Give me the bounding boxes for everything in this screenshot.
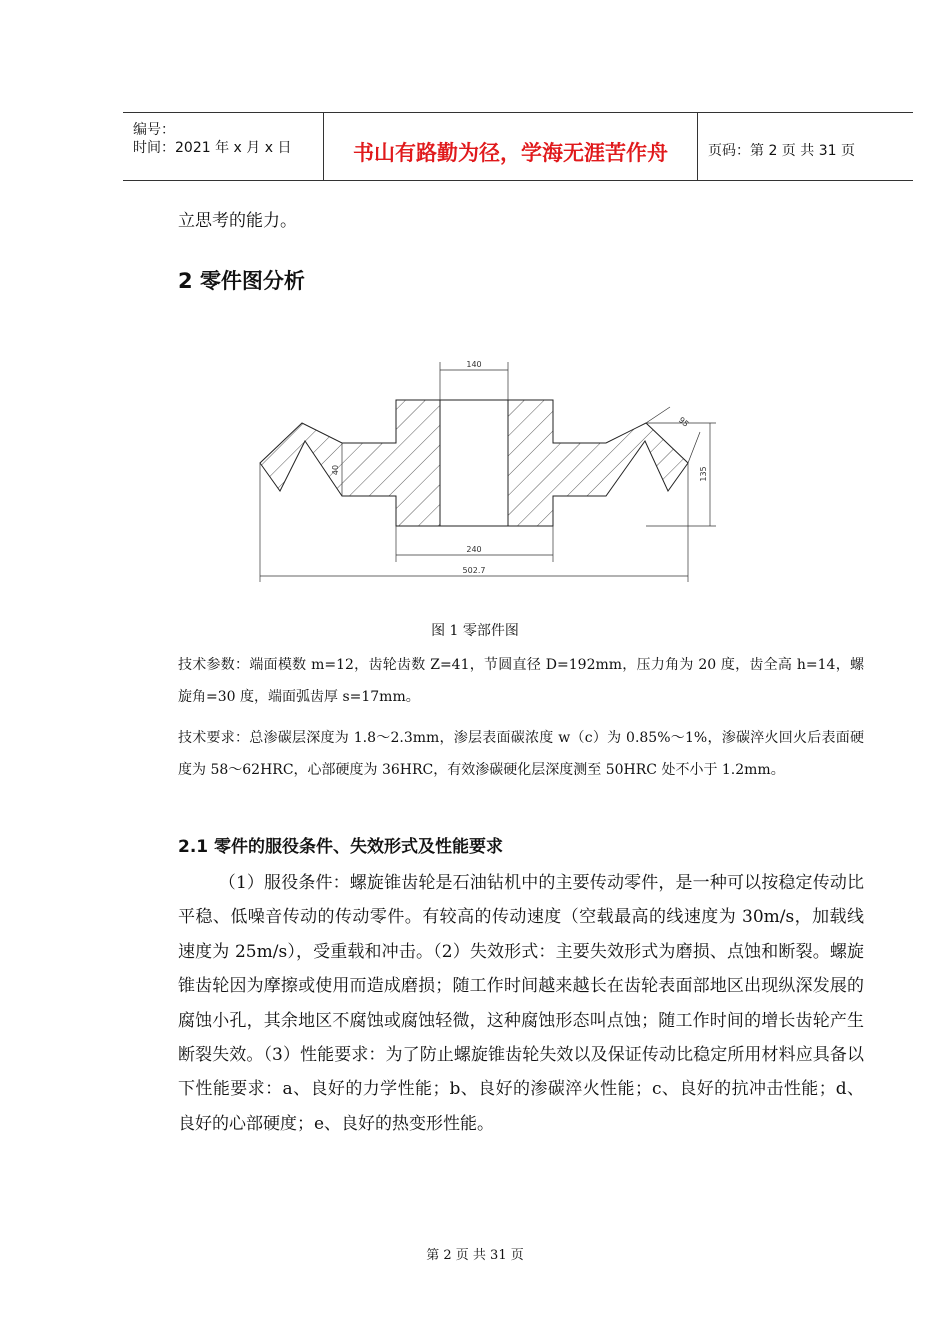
gear-left-section xyxy=(260,400,440,526)
dim-right-height-label: 135 xyxy=(699,466,708,482)
tech-params: 技术参数：端面模数 m=12，齿轮齿数 Z=41，节圆直径 D=192mm，压力角为 20 度，齿全高 h=14，螺旋角=30 度，端面弧齿厚 s=17mm。 xyxy=(178,657,864,705)
dim-left-height-label: 40 xyxy=(331,464,340,476)
header-right-cell xyxy=(698,113,913,180)
header-page-info: 页码：第 2 页 共 31 页 xyxy=(708,143,855,159)
header-motto: 书山有路勤为径，学海无涯苦作舟 xyxy=(353,141,668,165)
gear-bore xyxy=(440,400,508,526)
dim-slant-label: 95 xyxy=(676,415,691,429)
gear-right-section xyxy=(508,400,688,526)
page-footer: 第 2 页 共 31 页 xyxy=(426,1248,524,1263)
dim-bottom-outer-label: 502.7 xyxy=(462,566,486,575)
dim-top-label: 140 xyxy=(466,360,482,369)
body-paragraph: （1）服役条件：螺旋锥齿轮是石油钻机中的主要传动零件，是一种可以按稳定传动比平稳、低噪音传动的传动零件。有较高的传动速度（空载最高的线速度为 30m/s，加载线速度为 25m/s），受重载和冲击。（2）失效形式：主要失效形式为磨损、点蚀和断裂。螺旋锥齿轮因为摩擦或使用而造成磨损；随工作时间越来越长在齿轮表面部地区出现纵深发展的腐蚀小孔，其余地区不腐蚀或腐蚀轻微，这种腐蚀形态叫点蚀；随工作时间的增长齿轮产生断裂失效。（3）性能要求：为了防止螺旋锥齿轮失效以及保证传动比稳定所用材料应具备以下性能要求：a、良好的力学性能；b、良好的渗碳淬火性能；c、良好的抗冲击性能；d、良好的心部硬度；e、良好的热变形性能。 xyxy=(178,873,864,1134)
figure-caption: 图 1 零部件图 xyxy=(431,623,519,639)
subsection-heading: 2.1 零件的服役条件、失效形式及性能要求 xyxy=(178,837,504,857)
header-time: 时间：2021 年 x 月 x 日 xyxy=(133,140,292,156)
header-middle-cell xyxy=(324,113,698,180)
gear-section xyxy=(260,400,688,526)
part-drawing xyxy=(0,350,950,610)
intro-text: 立思考的能力。 xyxy=(178,211,297,231)
page-header xyxy=(123,112,913,181)
tech-requirements: 技术要求：总渗碳层深度为 1.8～2.3mm，渗层表面碳浓度 w（c）为 0.85%～1%，渗碳淬火回火后表面硬度为 58～62HRC，心部硬度为 36HRC，有效渗碳硬化层深度测至 50HRC 处不小于 1.2mm。 xyxy=(178,730,864,778)
section-heading: 2 零件图分析 xyxy=(178,269,305,293)
header-left-cell xyxy=(123,113,324,180)
header-serial: 编号： xyxy=(133,122,175,138)
dim-bottom-inner-label: 240 xyxy=(466,545,482,554)
